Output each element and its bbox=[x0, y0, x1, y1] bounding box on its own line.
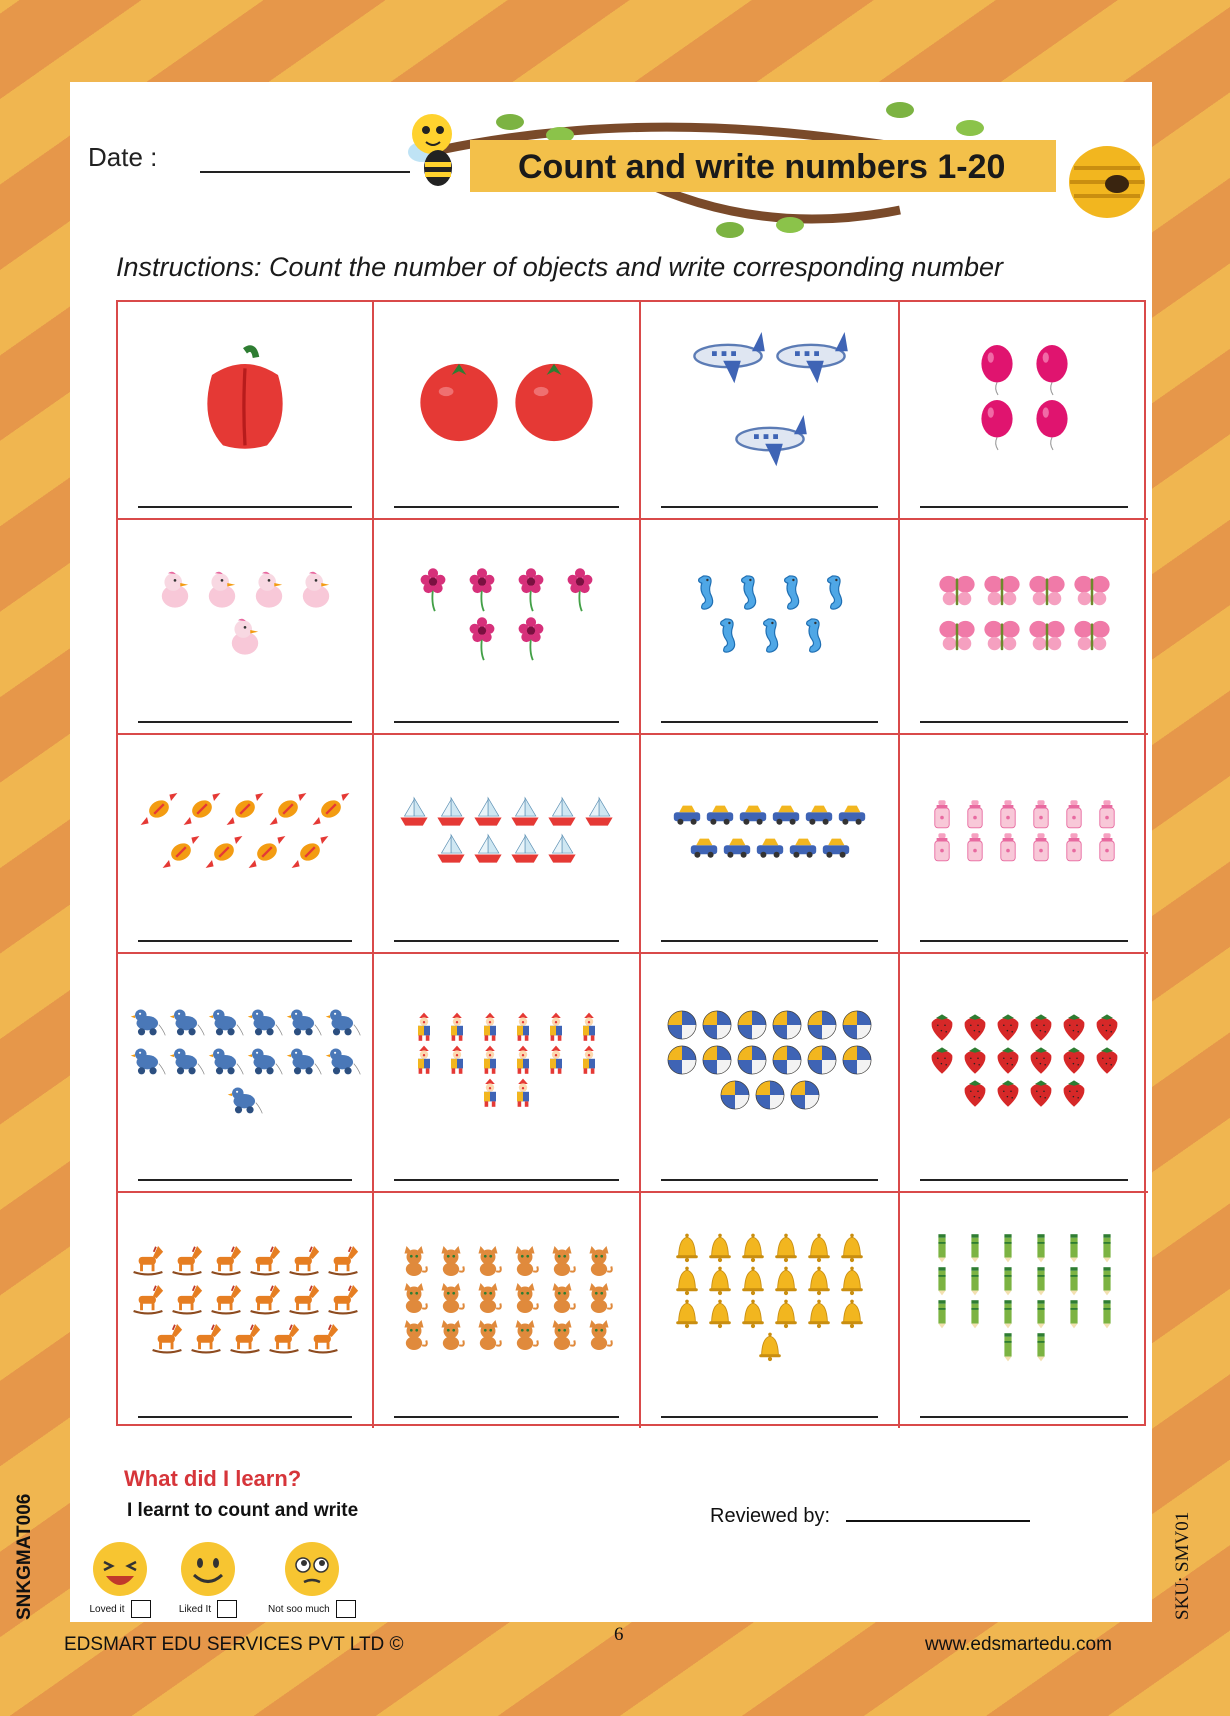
beach-ball-icon bbox=[719, 1079, 751, 1111]
footer-website[interactable]: www.edsmartedu.com bbox=[925, 1634, 1112, 1655]
answer-line[interactable] bbox=[394, 1416, 619, 1418]
object-group bbox=[925, 1012, 1123, 1108]
car-icon bbox=[837, 799, 867, 829]
count-cell bbox=[900, 1193, 1148, 1428]
crayon-icon bbox=[1059, 1299, 1089, 1329]
duck-icon bbox=[200, 568, 244, 612]
airplane-icon bbox=[771, 316, 851, 396]
boat-icon bbox=[471, 832, 505, 866]
bell-icon bbox=[771, 1233, 801, 1263]
cat-icon bbox=[471, 1244, 505, 1278]
count-cell bbox=[900, 520, 1148, 735]
beach-ball-icon bbox=[701, 1044, 733, 1076]
boat-icon bbox=[508, 832, 542, 866]
object-group bbox=[934, 570, 1114, 657]
answer-line[interactable] bbox=[394, 1179, 619, 1181]
rocking-horse-icon bbox=[149, 1319, 185, 1355]
answer-line[interactable] bbox=[661, 940, 878, 942]
toy-duck-icon bbox=[325, 1042, 361, 1078]
boat-icon bbox=[434, 795, 468, 829]
crayon-icon bbox=[960, 1233, 990, 1263]
boat-icon bbox=[434, 832, 468, 866]
crayon-icon bbox=[993, 1233, 1023, 1263]
cat-icon bbox=[545, 1244, 579, 1278]
answer-line[interactable] bbox=[394, 506, 619, 508]
object-group bbox=[128, 1003, 362, 1117]
toy-duck-icon bbox=[247, 1003, 283, 1039]
candy-icon bbox=[204, 832, 244, 872]
candy-icon bbox=[139, 789, 179, 829]
toy-duck-icon bbox=[169, 1003, 205, 1039]
butterfly-icon bbox=[981, 615, 1023, 657]
learn-text: I learnt to count and write bbox=[127, 1500, 359, 1521]
bell-icon bbox=[705, 1299, 735, 1329]
rocking-horse-icon bbox=[208, 1280, 244, 1316]
candy-icon bbox=[161, 832, 201, 872]
bell-icon bbox=[771, 1299, 801, 1329]
boat-icon bbox=[397, 795, 431, 829]
strawberry-icon bbox=[960, 1078, 990, 1108]
clown-icon bbox=[508, 1012, 538, 1042]
butterfly-icon bbox=[1026, 615, 1068, 657]
crayon-icon bbox=[960, 1299, 990, 1329]
car-icon bbox=[755, 832, 785, 862]
strawberry-icon bbox=[1059, 1045, 1089, 1075]
balloon-icon bbox=[971, 344, 1023, 396]
strawberry-icon bbox=[1026, 1012, 1056, 1042]
liked-it-checkbox[interactable] bbox=[217, 1600, 237, 1618]
bell-icon bbox=[837, 1299, 867, 1329]
butterfly-icon bbox=[981, 570, 1023, 612]
clown-icon bbox=[541, 1045, 571, 1075]
rocking-horse-icon bbox=[169, 1280, 205, 1316]
strawberry-icon bbox=[993, 1078, 1023, 1108]
bell-icon bbox=[738, 1266, 768, 1296]
beach-ball-icon bbox=[771, 1009, 803, 1041]
rocking-horse-icon bbox=[286, 1280, 322, 1316]
loved-it-checkbox[interactable] bbox=[131, 1600, 151, 1618]
object-group bbox=[671, 799, 869, 862]
rocking-horse-icon bbox=[305, 1319, 341, 1355]
answer-line[interactable] bbox=[138, 1416, 352, 1418]
toy-duck-icon bbox=[130, 1003, 166, 1039]
rocking-horse-icon bbox=[286, 1241, 322, 1277]
car-icon bbox=[705, 799, 735, 829]
object-group bbox=[128, 1241, 362, 1355]
rocking-horse-icon bbox=[325, 1280, 361, 1316]
beach-ball-icon bbox=[806, 1009, 838, 1041]
bottle-icon bbox=[993, 832, 1023, 862]
bee-icon bbox=[398, 96, 468, 196]
strawberry-icon bbox=[1092, 1012, 1122, 1042]
date-input-line[interactable] bbox=[200, 171, 410, 173]
object-group bbox=[671, 1233, 869, 1362]
feedback-label: Loved it bbox=[89, 1603, 125, 1615]
object-group bbox=[413, 351, 600, 443]
toy-duck-icon bbox=[247, 1042, 283, 1078]
beach-ball-icon bbox=[789, 1079, 821, 1111]
cat-icon bbox=[434, 1244, 468, 1278]
airplane-icon bbox=[730, 399, 810, 479]
count-cell bbox=[641, 302, 900, 520]
strawberry-icon bbox=[1059, 1078, 1089, 1108]
object-group bbox=[396, 1244, 618, 1352]
object-group bbox=[925, 799, 1123, 862]
crayon-icon bbox=[1059, 1266, 1089, 1296]
flower-icon bbox=[508, 615, 554, 661]
clown-icon bbox=[409, 1012, 439, 1042]
count-cell bbox=[641, 735, 900, 954]
toy-duck-icon bbox=[286, 1003, 322, 1039]
bottle-icon bbox=[1059, 799, 1089, 829]
toy-duck-icon bbox=[208, 1003, 244, 1039]
answer-line[interactable] bbox=[920, 940, 1128, 942]
butterfly-icon bbox=[1026, 570, 1068, 612]
crayon-icon bbox=[1026, 1233, 1056, 1263]
count-cell bbox=[118, 954, 374, 1193]
flower-icon bbox=[410, 566, 456, 612]
bottle-icon bbox=[1092, 799, 1122, 829]
instructions-text: Instructions: Count the number of objects and write corresponding number bbox=[116, 252, 1003, 282]
object-group bbox=[409, 566, 605, 661]
seahorse-icon bbox=[771, 572, 811, 612]
count-cell bbox=[118, 302, 374, 520]
answer-line[interactable] bbox=[920, 1416, 1128, 1418]
laughing-face-icon bbox=[88, 1540, 152, 1598]
strawberry-icon bbox=[1059, 1012, 1089, 1042]
clown-icon bbox=[475, 1078, 505, 1108]
cat-icon bbox=[471, 1318, 505, 1352]
answer-line[interactable] bbox=[661, 1179, 878, 1181]
candy-icon bbox=[311, 789, 351, 829]
beach-ball-icon bbox=[754, 1079, 786, 1111]
strawberry-icon bbox=[927, 1012, 957, 1042]
count-cell bbox=[900, 954, 1148, 1193]
count-cell bbox=[374, 735, 641, 954]
count-cell bbox=[374, 954, 641, 1193]
answer-line[interactable] bbox=[394, 721, 619, 723]
bottle-icon bbox=[1026, 832, 1056, 862]
clown-icon bbox=[475, 1045, 505, 1075]
strawberry-icon bbox=[1026, 1078, 1056, 1108]
seahorse-icon bbox=[750, 615, 790, 655]
duck-icon bbox=[247, 568, 291, 612]
tomato-icon bbox=[413, 351, 505, 443]
crayon-icon bbox=[1092, 1233, 1122, 1263]
clown-icon bbox=[508, 1078, 538, 1108]
count-cell bbox=[118, 1193, 374, 1428]
bell-icon bbox=[672, 1299, 702, 1329]
beach-ball-icon bbox=[666, 1009, 698, 1041]
strawberry-icon bbox=[993, 1045, 1023, 1075]
object-group bbox=[687, 316, 853, 479]
count-cell bbox=[900, 302, 1148, 520]
beach-ball-icon bbox=[736, 1009, 768, 1041]
crayon-icon bbox=[927, 1299, 957, 1329]
count-cell bbox=[118, 735, 374, 954]
learn-title: What did I learn? bbox=[124, 1466, 302, 1491]
object-group bbox=[665, 1009, 875, 1111]
toy-duck-icon bbox=[208, 1042, 244, 1078]
pepper-icon bbox=[190, 342, 300, 452]
rocking-horse-icon bbox=[130, 1241, 166, 1277]
boat-icon bbox=[545, 832, 579, 866]
clown-icon bbox=[475, 1012, 505, 1042]
cat-icon bbox=[508, 1244, 542, 1278]
strawberry-icon bbox=[1092, 1045, 1122, 1075]
bottle-icon bbox=[1026, 799, 1056, 829]
bell-icon bbox=[705, 1266, 735, 1296]
rocking-horse-icon bbox=[130, 1280, 166, 1316]
beach-ball-icon bbox=[736, 1044, 768, 1076]
count-cell bbox=[374, 1193, 641, 1428]
cat-icon bbox=[582, 1244, 616, 1278]
answer-line[interactable] bbox=[661, 506, 878, 508]
crayon-icon bbox=[1026, 1266, 1056, 1296]
flower-icon bbox=[459, 615, 505, 661]
sku-code: SKU: SMV01 bbox=[1172, 1511, 1193, 1620]
toy-duck-icon bbox=[169, 1042, 205, 1078]
clown-icon bbox=[442, 1045, 472, 1075]
boat-icon bbox=[582, 795, 616, 829]
clown-icon bbox=[442, 1012, 472, 1042]
candy-icon bbox=[225, 789, 265, 829]
cat-icon bbox=[508, 1281, 542, 1315]
feedback-loved bbox=[88, 1540, 152, 1618]
rocking-horse-icon bbox=[208, 1241, 244, 1277]
flower-icon bbox=[557, 566, 603, 612]
count-cell bbox=[641, 1193, 900, 1428]
cat-icon bbox=[545, 1281, 579, 1315]
object-group bbox=[396, 795, 618, 866]
candy-icon bbox=[268, 789, 308, 829]
boat-icon bbox=[508, 795, 542, 829]
feedback-not-much bbox=[268, 1540, 356, 1618]
candy-icon bbox=[182, 789, 222, 829]
page-title: Count and write numbers 1-20 bbox=[518, 148, 1006, 186]
crayon-icon bbox=[927, 1266, 957, 1296]
count-cell bbox=[118, 520, 374, 735]
clown-icon bbox=[574, 1045, 604, 1075]
candy-icon bbox=[290, 832, 330, 872]
bell-icon bbox=[837, 1233, 867, 1263]
crayon-icon bbox=[993, 1332, 1023, 1362]
crayon-icon bbox=[1059, 1233, 1089, 1263]
cat-icon bbox=[397, 1281, 431, 1315]
bottle-icon bbox=[1092, 832, 1122, 862]
strawberry-icon bbox=[993, 1012, 1023, 1042]
beach-ball-icon bbox=[666, 1044, 698, 1076]
duck-icon bbox=[223, 615, 267, 659]
cat-icon bbox=[434, 1281, 468, 1315]
answer-line[interactable] bbox=[394, 940, 619, 942]
bottle-icon bbox=[960, 832, 990, 862]
answer-line[interactable] bbox=[138, 506, 352, 508]
bell-icon bbox=[705, 1233, 735, 1263]
counting-grid bbox=[116, 300, 1146, 1426]
crayon-icon bbox=[960, 1266, 990, 1296]
bottle-icon bbox=[1059, 832, 1089, 862]
bell-icon bbox=[804, 1233, 834, 1263]
butterfly-icon bbox=[936, 615, 978, 657]
date-label: Date : bbox=[88, 142, 158, 172]
seahorse-icon bbox=[814, 572, 854, 612]
car-icon bbox=[804, 799, 834, 829]
strawberry-icon bbox=[927, 1045, 957, 1075]
rocking-horse-icon bbox=[247, 1280, 283, 1316]
count-cell bbox=[641, 520, 900, 735]
toy-duck-icon bbox=[325, 1003, 361, 1039]
answer-line[interactable] bbox=[661, 1416, 878, 1418]
object-group bbox=[408, 1012, 606, 1108]
balloon-icon bbox=[971, 399, 1023, 451]
crayon-icon bbox=[1026, 1332, 1056, 1362]
car-icon bbox=[689, 832, 719, 862]
boat-icon bbox=[545, 795, 579, 829]
beach-ball-icon bbox=[841, 1044, 873, 1076]
crayon-icon bbox=[1092, 1266, 1122, 1296]
toy-duck-icon bbox=[130, 1042, 166, 1078]
reviewed-by-line[interactable] bbox=[846, 1520, 1030, 1522]
bell-icon bbox=[771, 1266, 801, 1296]
cat-icon bbox=[397, 1244, 431, 1278]
strawberry-icon bbox=[1026, 1045, 1056, 1075]
clown-icon bbox=[508, 1045, 538, 1075]
cat-icon bbox=[582, 1318, 616, 1352]
crayon-icon bbox=[927, 1233, 957, 1263]
feedback-label: Liked It bbox=[178, 1603, 212, 1615]
object-group bbox=[684, 572, 856, 655]
airplane-icon bbox=[688, 316, 768, 396]
seahorse-icon bbox=[685, 572, 725, 612]
rocking-horse-icon bbox=[266, 1319, 302, 1355]
answer-line[interactable] bbox=[138, 940, 352, 942]
butterfly-icon bbox=[936, 570, 978, 612]
object-group bbox=[925, 1233, 1123, 1362]
crayon-icon bbox=[1092, 1299, 1122, 1329]
rocking-horse-icon bbox=[227, 1319, 263, 1355]
cat-icon bbox=[471, 1281, 505, 1315]
not-soo-much-checkbox[interactable] bbox=[336, 1600, 356, 1618]
beehive-icon bbox=[1062, 132, 1152, 222]
rocking-horse-icon bbox=[247, 1241, 283, 1277]
toy-duck-icon bbox=[227, 1081, 263, 1117]
toy-duck-icon bbox=[286, 1042, 322, 1078]
clown-icon bbox=[541, 1012, 571, 1042]
clown-icon bbox=[574, 1012, 604, 1042]
bell-icon bbox=[804, 1299, 834, 1329]
strawberry-icon bbox=[960, 1045, 990, 1075]
bell-icon bbox=[672, 1266, 702, 1296]
flower-icon bbox=[508, 566, 554, 612]
boat-icon bbox=[471, 795, 505, 829]
duck-icon bbox=[153, 568, 197, 612]
object-group bbox=[151, 568, 339, 659]
seahorse-icon bbox=[707, 615, 747, 655]
cat-icon bbox=[545, 1318, 579, 1352]
answer-line[interactable] bbox=[138, 1179, 352, 1181]
seahorse-icon bbox=[728, 572, 768, 612]
car-icon bbox=[672, 799, 702, 829]
butterfly-icon bbox=[1071, 615, 1113, 657]
rocking-horse-icon bbox=[325, 1241, 361, 1277]
strawberry-icon bbox=[960, 1012, 990, 1042]
answer-line[interactable] bbox=[920, 1179, 1128, 1181]
confused-face-icon bbox=[280, 1540, 344, 1598]
reviewed-by-label: Reviewed by: bbox=[710, 1505, 831, 1527]
car-icon bbox=[771, 799, 801, 829]
bottle-icon bbox=[960, 799, 990, 829]
balloon-icon bbox=[1026, 344, 1078, 396]
cat-icon bbox=[582, 1281, 616, 1315]
footer-company: EDSMART EDU SERVICES PVT LTD © bbox=[64, 1634, 404, 1655]
beach-ball-icon bbox=[771, 1044, 803, 1076]
bell-icon bbox=[672, 1233, 702, 1263]
count-cell bbox=[641, 954, 900, 1193]
cat-icon bbox=[434, 1318, 468, 1352]
page-number: 6 bbox=[614, 1624, 624, 1645]
car-icon bbox=[738, 799, 768, 829]
answer-line[interactable] bbox=[138, 721, 352, 723]
seahorse-icon bbox=[793, 615, 833, 655]
butterfly-icon bbox=[1071, 570, 1113, 612]
car-icon bbox=[722, 832, 752, 862]
bell-icon bbox=[738, 1299, 768, 1329]
bell-icon bbox=[804, 1266, 834, 1296]
feedback-liked bbox=[176, 1540, 240, 1618]
bottle-icon bbox=[993, 799, 1023, 829]
flower-icon bbox=[459, 566, 505, 612]
beach-ball-icon bbox=[841, 1009, 873, 1041]
bottle-icon bbox=[927, 799, 957, 829]
candy-icon bbox=[247, 832, 287, 872]
tomato-icon bbox=[508, 351, 600, 443]
crayon-icon bbox=[993, 1266, 1023, 1296]
answer-line[interactable] bbox=[920, 506, 1128, 508]
bell-icon bbox=[738, 1233, 768, 1263]
car-icon bbox=[788, 832, 818, 862]
cat-icon bbox=[508, 1318, 542, 1352]
bottle-icon bbox=[927, 832, 957, 862]
beach-ball-icon bbox=[701, 1009, 733, 1041]
count-cell bbox=[374, 520, 641, 735]
smiling-face-icon bbox=[176, 1540, 240, 1598]
object-group bbox=[190, 342, 300, 452]
product-code: SNKGMAT006 bbox=[14, 1493, 35, 1620]
car-icon bbox=[821, 832, 851, 862]
feedback-label: Not soo much bbox=[268, 1603, 330, 1615]
answer-line[interactable] bbox=[661, 721, 878, 723]
crayon-icon bbox=[1026, 1299, 1056, 1329]
object-group bbox=[118, 789, 372, 872]
count-cell bbox=[374, 302, 641, 520]
duck-icon bbox=[294, 568, 338, 612]
answer-line[interactable] bbox=[920, 721, 1128, 723]
rocking-horse-icon bbox=[169, 1241, 205, 1277]
bell-icon bbox=[837, 1266, 867, 1296]
beach-ball-icon bbox=[806, 1044, 838, 1076]
balloon-icon bbox=[1026, 399, 1078, 451]
bell-icon bbox=[755, 1332, 785, 1362]
cat-icon bbox=[397, 1318, 431, 1352]
object-group bbox=[969, 344, 1079, 451]
crayon-icon bbox=[993, 1299, 1023, 1329]
count-cell bbox=[900, 735, 1148, 954]
clown-icon bbox=[409, 1045, 439, 1075]
rocking-horse-icon bbox=[188, 1319, 224, 1355]
